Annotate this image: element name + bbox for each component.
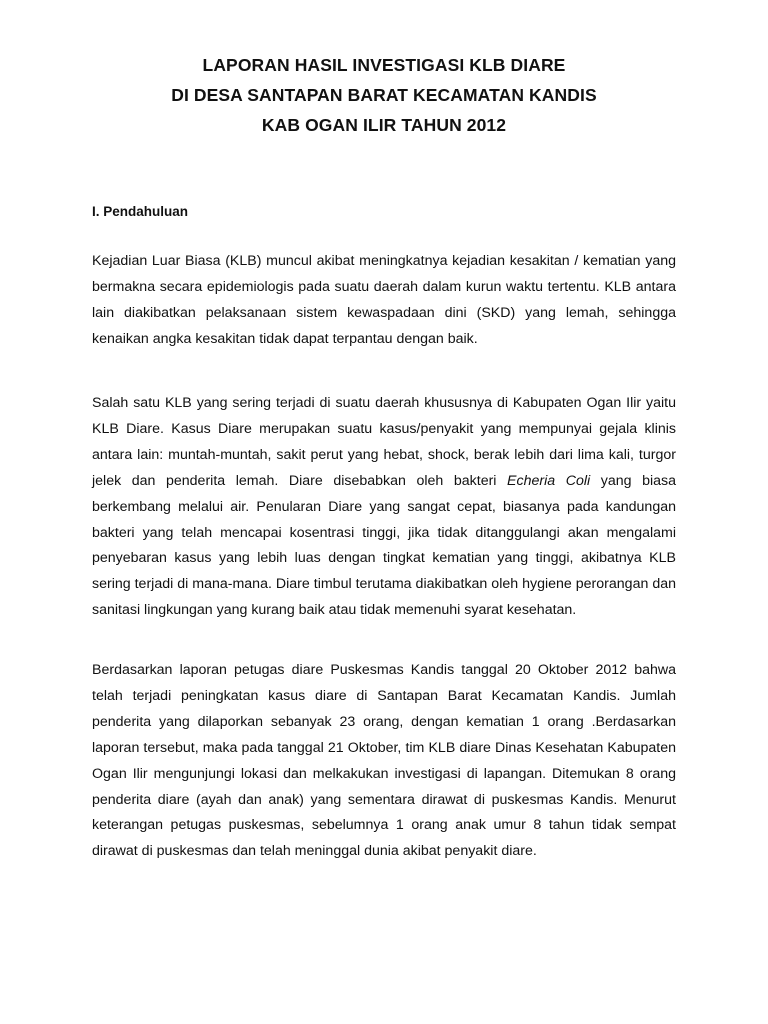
title-line-2: DI DESA SANTAPAN BARAT KECAMATAN KANDIS xyxy=(171,85,597,105)
paragraph-2-text-b: yang biasa berkembang melalui air. Penularan Diare yang sangat cepat, biasanya pada kandungan bakteri yang telah mencapai kosentrasi tinggi, jika tidak ditanggulangi akan mengalami penyebaran kasus yang lebih luas dengan tingkat kematian yang tinggi, akibatnya KLB sering terjadi di mana-mana. Diare timbul terutama diakibatkan oleh hygiene perorangan dan sanitasi lingkungan yang kurang baik atau tidak memenuhi syarat kesehatan. xyxy=(92,472,676,619)
bacteria-name: Echeria Coli xyxy=(507,472,591,489)
paragraph-2-text-a: Salah satu KLB yang sering terjadi di suatu daerah khususnya di Kabupaten Ogan Ilir yaitu KLB Diare. Kasus Diare merupakan suatu kasus/penyakit yang mempunyai gejala klinis antara lain: muntah-muntah, sakit perut yang hebat, shock, berak lebih dari lima kali, turgor jelek dan penderita lemah. Diare disebabkan oleh bakteri xyxy=(92,395,676,489)
title-line-1: LAPORAN HASIL INVESTIGASI KLB DIARE xyxy=(202,55,566,75)
paragraph-2 xyxy=(92,391,676,624)
section-heading: I. Pendahuluan xyxy=(92,204,189,219)
title-line-3: KAB OGAN ILIR TAHUN 2012 xyxy=(261,115,507,135)
paragraph-1: Kejadian Luar Biasa (KLB) muncul akibat meningkatnya kejadian kesakitan / kematian yang bermakna secara epidemiologis pada suatu daerah dalam kurun waktu tertentu. KLB antara lain diakibatkan pelaksanaan sistem kewaspadaan dini (SKD) yang lemah, sehingga kenaikan angka kesakitan tidak dapat terpantau dengan baik. xyxy=(92,253,676,347)
document-title xyxy=(0,50,768,140)
paragraph-3: Berdasarkan laporan petugas diare Puskesmas Kandis tanggal 20 Oktober 2012 bahwa telah terjadi peningkatan kasus diare di Santapan Barat Kecamatan Kandis. Jumlah penderita yang dilaporkan sebanyak 23 orang, dengan kematian 1 orang .Berdasarkan laporan tersebut, maka pada tanggal 21 Oktober, tim KLB diare Dinas Kesehatan Kabupaten Ogan Ilir mengunjungi lokasi dan melkakukan investigasi di lapangan. Ditemukan 8 orang penderita diare (ayah dan anak) yang sementara dirawat di puskesmas Kandis. Menurut keterangan petugas puskesmas, sebelumnya 1 orang anak umur 8 tahun tidak sempat dirawat di puskesmas dan telah meninggal dunia akibat penyakit diare. xyxy=(92,662,676,860)
